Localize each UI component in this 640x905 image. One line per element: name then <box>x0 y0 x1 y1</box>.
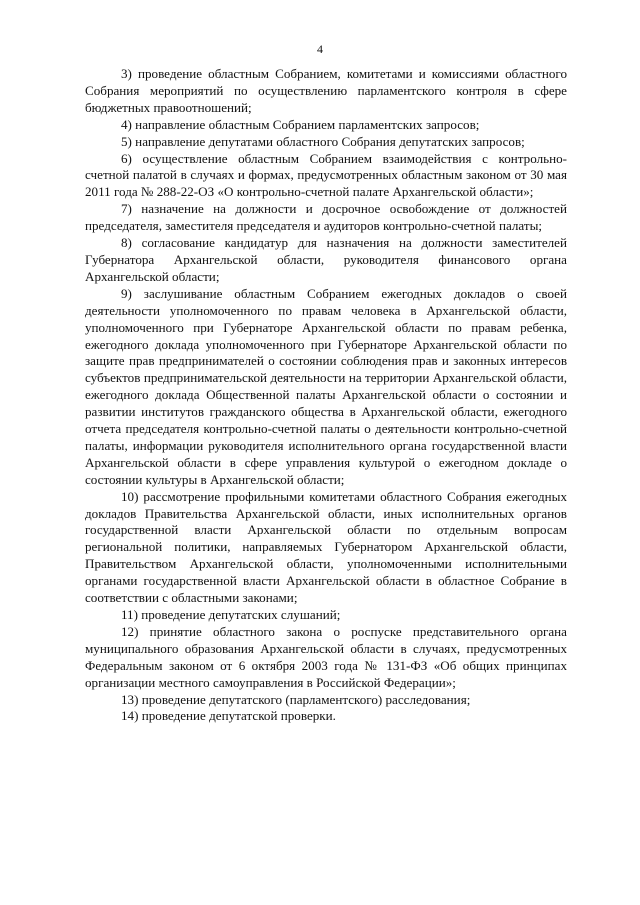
list-item-13: 13) проведение депутатского (парламентского) расследования; <box>121 691 471 707</box>
list-item-5: 5) направление депутатами областного Собрания депутатских запросов; <box>121 133 525 149</box>
list-item-10: 10) рассмотрение профильными комитетами областного Собрания ежегодных докладов Правительства Архангельской области, иных исполнительных органов государственной власти Архангельской области по отдельным вопросам региональной политики, направляемых Губернатором Архангельской области, Правительством Архангельской области, уполномоченными исполнительными органами государственной власти Архангельской области в областное Собрание в соответствии с областными законами; <box>85 488 567 606</box>
list-item-8: 8) согласование кандидатур для назначения на должности заместителей Губернатора Архангельской области, руководителя финансового органа Архангельской области; <box>85 235 567 284</box>
page-number: 4 <box>317 42 323 56</box>
list-item-6: 6) осуществление областным Собранием взаимодействия с контрольно-счетной палатой в случаях и формах, предусмотренных областным законом от 30 мая 2011 года № 288-22-ОЗ «О контрольно-счетной палате Архангельской области»; <box>85 150 567 200</box>
list-item-4: 4) направление областным Собранием парламентских запросов; <box>121 116 480 132</box>
list-item-14: 14) проведение депутатской проверки. <box>121 708 336 724</box>
list-item-12: 12) принятие областного закона о роспуске представительного органа муниципального образования Архангельской области в случаях, предусмотренных Федеральным законом от 6 октября 2003 года № 131-ФЗ «Об общих принципах организации местного самоуправления в Российской Федерации»; <box>85 623 567 690</box>
list-item-11: 11) проведение депутатских слушаний; <box>121 607 341 622</box>
document-body <box>85 66 567 725</box>
list-item-7: 7) назначение на должности и досрочное освобождение от должностей председателя, заместителя председателя и аудиторов контрольно-счетной палаты; <box>85 201 567 234</box>
list-item-9: 9) заслушивание областным Собранием ежегодных докладов о своей деятельности уполномоченного по правам человека в Архангельской области, уполномоченного при Губернаторе Архангельской области по правам ребенка, ежегодного доклада уполномоченного при Губернаторе Архангельской области по защите прав предпринимателей о состоянии соблюдения прав и законных интересов субъектов предпринимательской деятельности на территории Архангельской области, ежегодного доклада Общественной палаты Архангельской области о состоянии и развитии институтов гражданского общества в Архангельской области, ежегодного отчета председателя контрольно-счетной палаты о деятельности контрольно-счетной палаты, информации руководителя исполнительного органа государственной власти Архангельской области в сфере управления культурой о ежегодном докладе о состоянии культуры в Архангельской области; <box>85 285 567 487</box>
list-item-3: 3) проведение областным Собранием, комитетами и комиссиями областного Собрания мероприятий по осуществлению парламентского контроля в сфере бюджетных правоотношений; <box>85 66 567 115</box>
